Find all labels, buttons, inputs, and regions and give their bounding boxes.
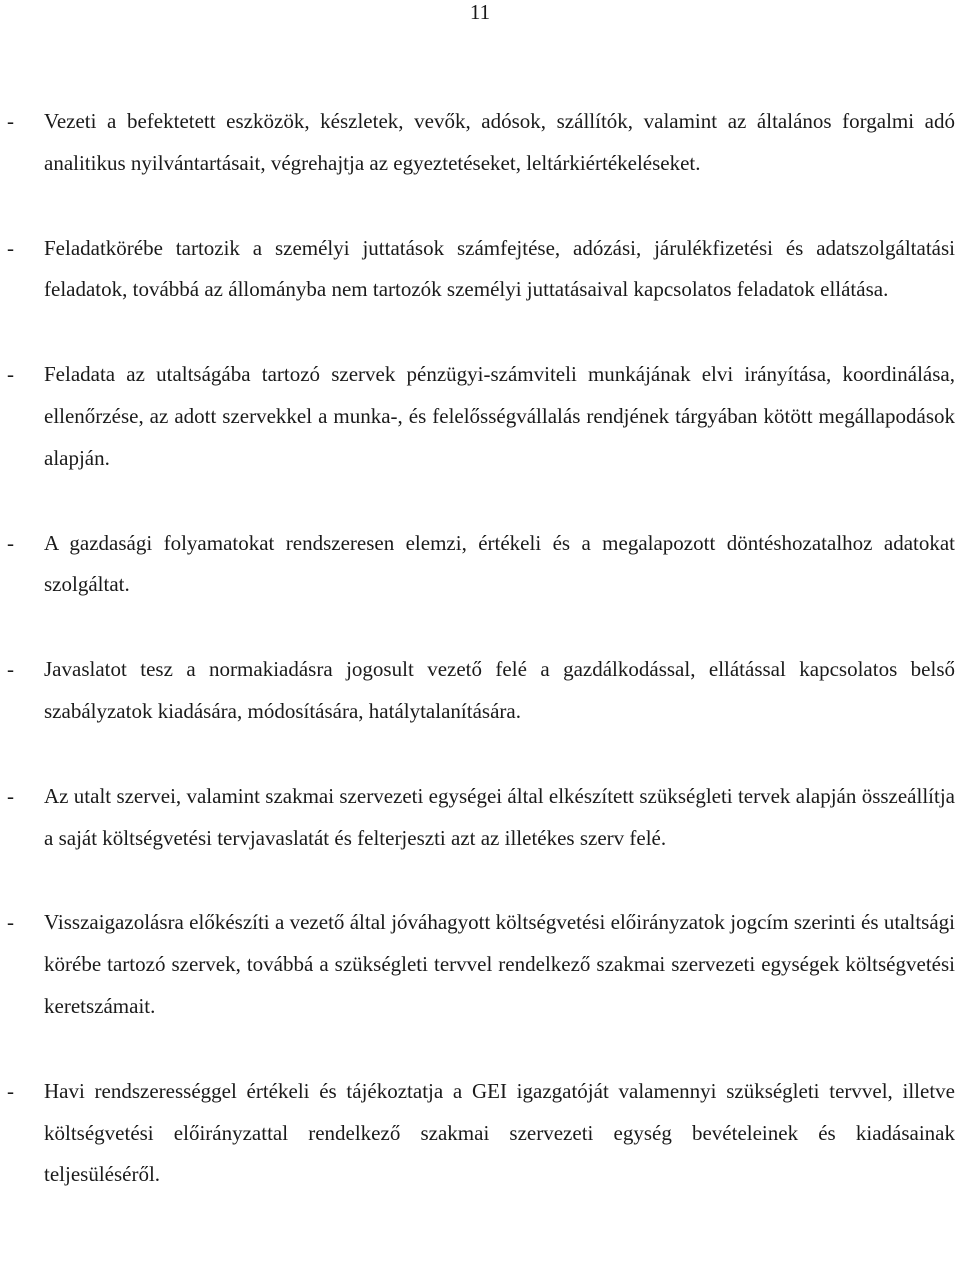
list-bullet: - bbox=[7, 530, 14, 555]
list-item-text: A gazdasági folyamatokat rendszeresen elemzi, értékeli és a megalapozott döntéshozatalhoz adatokat szolgáltat. bbox=[44, 530, 955, 597]
list-item bbox=[0, 523, 960, 607]
list-item-text: Az utalt szervei, valamint szakmai szervezeti egységei által elkészített szükségleti tervek alapján összeállítja a saját költségvetési tervjavaslatát és felterjeszti azt az illetékes szerv felé. bbox=[44, 783, 955, 850]
list-item bbox=[0, 101, 960, 185]
list-item-text: Visszaigazolásra előkészíti a vezető által jóváhagyott költségvetési előirányzatok jogcím szerinti és utaltsági körébe tartozó szervek, továbbá a szükségleti tervvel rendelkező szakmai szervezeti egységek költségvetési keretszámait. bbox=[44, 910, 955, 1018]
list-item-text: Havi rendszerességgel értékeli és tájékoztatja a GEI igazgatóját valamennyi szükségleti tervvel, illetve költségvetési előirányzattal rendelkező szakmai szervezeti egység bevételeinek és kiadásainak teljesüléséről. bbox=[44, 1078, 955, 1187]
list-item-text: Javaslatot tesz a normakiadásra jogosult vezető felé a gazdálkodással, ellátással kapcsolatos belső szabályzatok kiadására, módosítására, hatálytalanítására. bbox=[44, 657, 955, 723]
list-item bbox=[0, 228, 960, 312]
list-bullet: - bbox=[7, 910, 14, 935]
task-list bbox=[0, 101, 960, 1196]
list-bullet: - bbox=[7, 657, 14, 682]
list-item bbox=[0, 354, 960, 479]
list-item-text: Feladata az utaltságába tartozó szervek pénzügyi-számviteli munkájának elvi irányítása, koordinálása, ellenőrzése, az adott szervekkel a munka-, és felelősségvállalás rendjének tárgyában kötött megállapodások alapján. bbox=[44, 362, 955, 470]
list-bullet: - bbox=[7, 235, 14, 260]
list-item-text: Vezeti a befektetett eszközök, készletek, vevők, adósok, szállítók, valamint az általános forgalmi adó analitikus nyilvántartásait, végrehajtja az egyeztetéseket, leltárkiértékeléseket. bbox=[44, 109, 955, 175]
list-item bbox=[0, 902, 960, 1027]
list-item bbox=[0, 649, 960, 733]
list-bullet: - bbox=[7, 109, 14, 133]
list-item bbox=[0, 1071, 960, 1196]
list-bullet: - bbox=[7, 362, 14, 387]
list-bullet: - bbox=[7, 783, 14, 808]
page-number: 11 bbox=[469, 0, 491, 24]
list-bullet: - bbox=[7, 1078, 14, 1103]
list-item bbox=[0, 776, 960, 860]
list-item-text: Feladatkörébe tartozik a személyi juttatások számfejtése, adózási, járulékfizetési és adatszolgáltatási feladatok, továbbá az állományba nem tartozók személyi juttatásaival kapcsolatos feladatok ellátása. bbox=[44, 235, 955, 302]
